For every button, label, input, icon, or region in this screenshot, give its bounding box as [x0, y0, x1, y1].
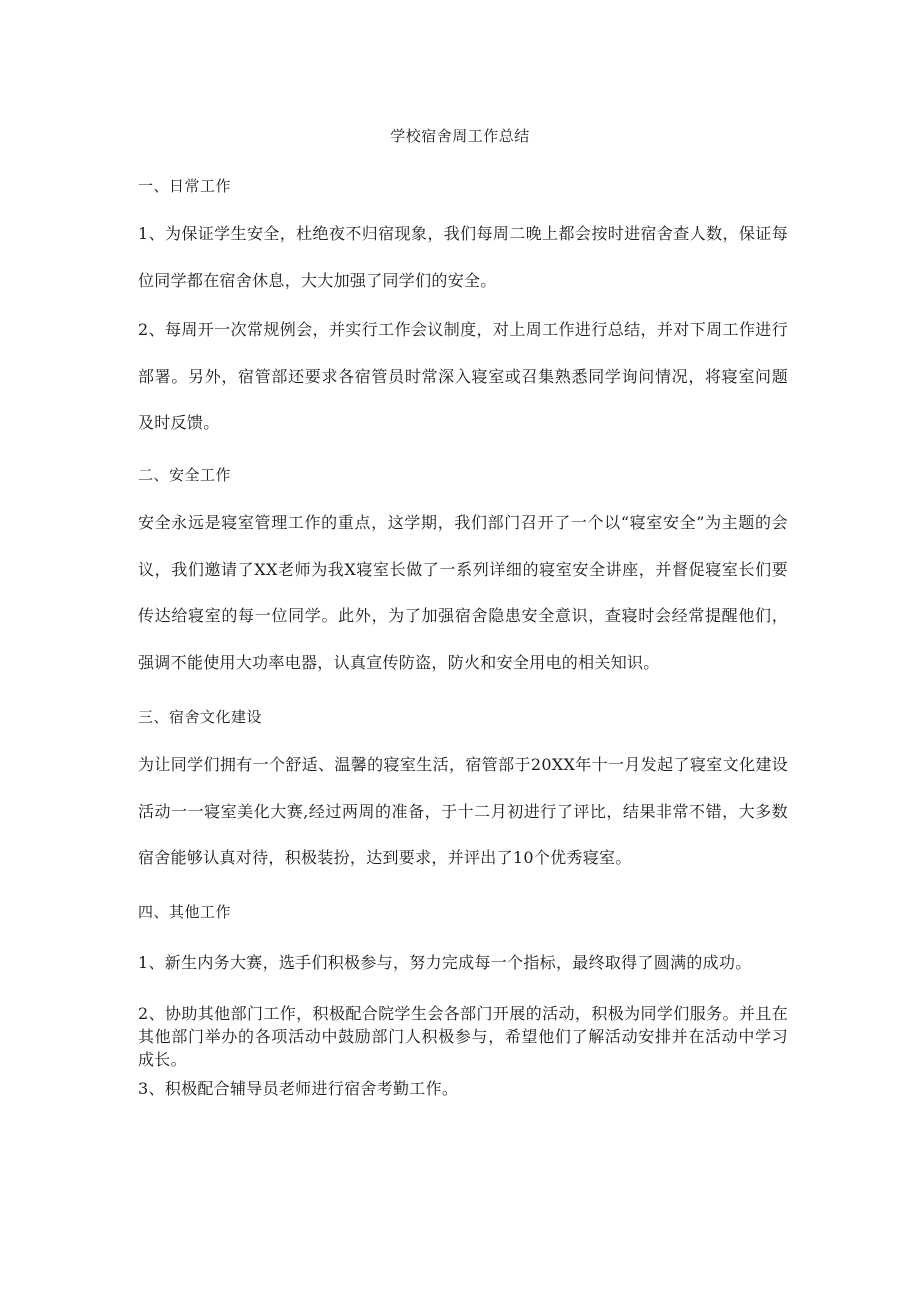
paragraph-daily-1: 1、为保证学生安全，杜绝夜不归宿现象，我们每周二晚上都会按时进宿舍查人数，保证每位同学都在宿舍休息，大大加强了同学们的安全。: [138, 224, 788, 290]
paragraph-daily-2: 2、每周开一次常规例会，并实行工作会议制度，对上周工作进行总结，并对下周工作进行部署。另外，宿管部还要求各宿管员时常深入寝室或召集熟悉同学询问情况，将寝室问题及时反馈。: [138, 320, 788, 432]
document-title: 学校宿舍周工作总结: [390, 127, 530, 145]
paragraph-other-1: 1、新生内务大赛，选手们积极参与，努力完成每一个指标，最终取得了圆满的成功。: [138, 953, 752, 972]
paragraph-dorm-culture: 为让同学们拥有一个舒适、温馨的寝室生活，宿管部于20XX年十一月发起了寝室文化建设活动一一寝室美化大赛,经过两周的准备，于十二月初进行了评比，结果非常不错，大多数宿舍能够认真对待，积极装扮，达到要求，并评出了10个优秀寝室。: [138, 755, 788, 867]
section-heading-safety-work: 二、安全工作: [138, 466, 232, 484]
section-heading-daily-work: 一、日常工作: [138, 177, 232, 195]
section-heading-other-work: 四、其他工作: [138, 903, 232, 921]
section-heading-dorm-culture: 三、宿舍文化建设: [138, 708, 263, 726]
paragraph-safety: 安全永远是寝室管理工作的重点，这学期，我们部门召开了一个以“寝室安全”为主题的会议，我们邀请了XX老师为我X寝室长做了一系列详细的寝室安全讲座，并督促寝室长们要传达给寝室的每一位同学。此外，为了加强宿舍隐患安全意识，查寝时会经常提醒他们，强调不能使用大功率电器，认真宣传防盗，防火和安全用电的相关知识。: [138, 513, 788, 672]
paragraph-other-2: 2、协助其他部门工作，积极配合院学生会各部门开展的活动，积极为同学们服务。并且在其他部门举办的各项活动中鼓励部门人积极参与，希望他们了解活动安排并在活动中学习成长。: [138, 1004, 788, 1069]
paragraph-other-3: 3、积极配合辅导员老师进行宿舍考勤工作。: [138, 1079, 459, 1098]
